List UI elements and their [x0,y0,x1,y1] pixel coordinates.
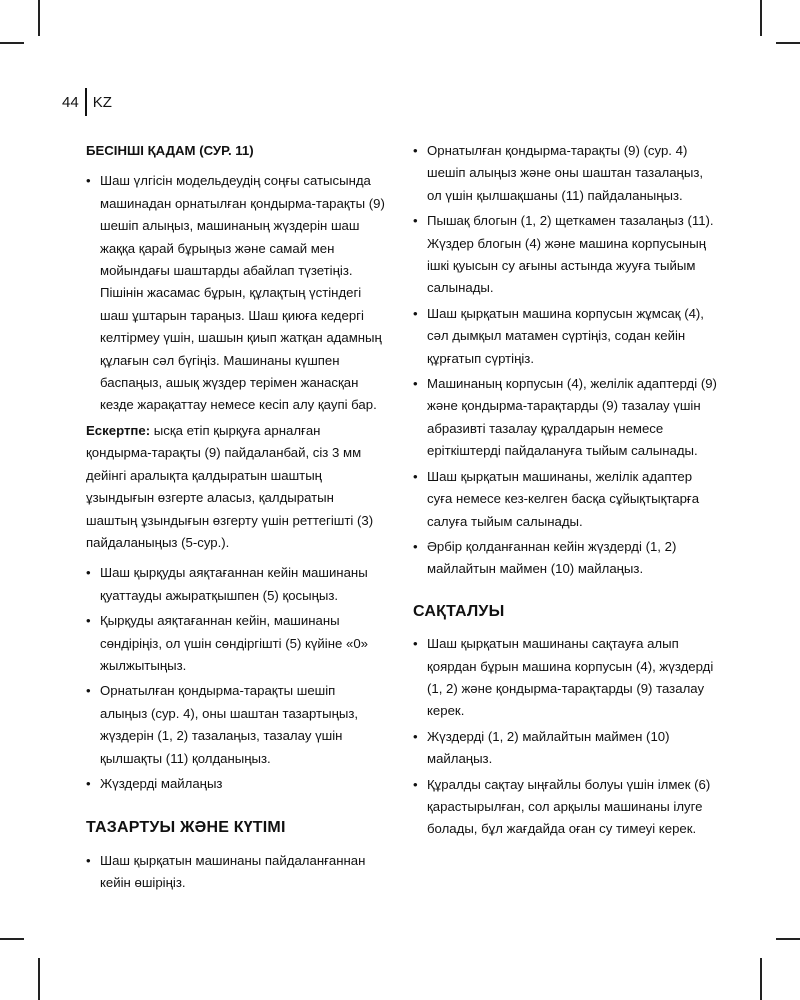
list-item: • Әрбір қолданғаннан кейін жүздерді (1, 2) майлайтын маймен (10) майлаңыз. [413,536,719,581]
note-text: ысқа етіп қырқуға арналған қондырма-тарақты (9) пайдаланбай, сіз 3 мм дейінгі аралықта қалдыратын шаштың ұзындығын өзгерте аласыз, қалдыратын шаштың ұзындығын өзгерту үшін реттегішті (3) пайдаланыңыз (5-сур.). [86,422,374,550]
list-item: • Құралды сақтау ыңғайлы болуы үшін ілмек (6) қарастырылған, сол арқылы машинаны ілуге болады, бұл жағдайда оған су тимеуі керек. [413,774,719,841]
list-item: • Шаш қырқатын машинаны пайдаланғаннан кейін өшіріңіз. [86,850,386,895]
page-header [62,88,112,116]
storage-list [413,633,719,841]
cleaning-list [86,850,386,895]
finish-steps-list [86,562,386,795]
list-item: • Жүздерді (1, 2) майлайтын маймен (10) майлаңыз. [413,726,719,771]
list-item: • Шаш үлгісін модельдеудің соңғы сатысында машинадан орнатылған қондырма-тарақты (9) шешіп алыңыз, машинаның жүздерін шаш жаққа қарай бұрыңыз және самай мен мойындағы шаштарды абайлап түзетіңіз. Пішінін жасамас бұрын, құлақтың үстіндегі шаш ұштарын тараңыз. Шаш қиюға кедергі келтірмеу үшін, шашын қиып жатқан адамның құлағын сәл бүгіңіз. Машинаны күшпен баспаңыз, ашық жүздер терімен жанасқан кезде жарақаттау немесе кесіп алу қаупі бар. [86,170,386,416]
list-item: • Шаш қырқуды аяқтағаннан кейін машинаны қуаттауды ажыратқышпен (5) қосыңыз. [86,562,386,607]
language-code: KZ [92,93,112,111]
crop-mark-bottom-left [38,958,40,1000]
list-item: • Машинаның корпусын (4), желілік адаптерді (9) және қондырма-тарақтарды (9) тазалау үшін абразивті тазалау құралдарын немесе еріткіштерді пайдалануға тыйым салынады. [413,373,719,463]
list-item: • Қырқуды аяқтағаннан кейін, машинаны сөндіріңіз, ол үшін сөндіргішті (5) күйіне «0» жылжытыңыз. [86,610,386,677]
list-item: • Жүздерді майлаңыз [86,773,386,795]
list-item: • Шаш қырқатын машинаны, желілік адаптер суға немесе кез-келген басқа сұйықтықтарға салуға тыйым салынады. [413,466,719,533]
cleaning-section-title: ТАЗАРТУЫ ЖӘНЕ КҮТІМІ [86,819,286,837]
note-paragraph [86,420,386,554]
crop-mark-top-left [38,0,40,36]
page-number: 44 [62,93,79,111]
list-item: • Пышақ блогын (1, 2) щеткамен тазалаңыз (11). Жүздер блогын (4) және машина корпусының ішкі қуысын су ағыны астында жууға тыйым салынады. [413,210,719,300]
list-item: • Орнатылған қондырма-тарақты шешіп алыңыз (сур. 4), оны шаштан тазартыңыз, жүздерін (1, 2) тазалаңыз, тазалау үшін қылшақты (11) қолданыңыз. [86,680,386,770]
right-column [413,140,719,844]
crop-mark-right-bottom [776,938,800,940]
cleaning-list-continued [413,140,719,581]
crop-mark-bottom-right [760,958,762,1000]
storage-section-title: САҚТАЛУЫ [413,602,505,620]
crop-mark-top-right [760,0,762,36]
crop-mark-right-top [776,42,800,44]
list-item: • Шаш қырқатын машинаны сақтауға алып қоярдан бұрын машина корпусын (4), жүздерді (1, 2) және қондырма-тарақтарды (9) тазалау керек. [413,633,719,723]
list-item: • Орнатылған қондырма-тарақты (9) (сур. 4) шешіп алыңыз және оны шаштан тазалаңыз, ол үшін қылшақшаны (11) пайдаланыңыз. [413,140,719,207]
step-five-heading: БЕСІНШІ ҚАДАМ (СУР. 11) [86,143,254,158]
crop-mark-left-bottom [0,938,24,940]
left-column [86,140,386,898]
note-label: Ескертпе: [86,422,151,438]
step-five-list [86,170,386,416]
crop-mark-left-top [0,42,24,44]
list-item: • Шаш қырқатын машина корпусын жұмсақ (4), сәл дымқыл матамен сүртіңіз, содан кейін құрғатып сүртіңіз. [413,303,719,370]
